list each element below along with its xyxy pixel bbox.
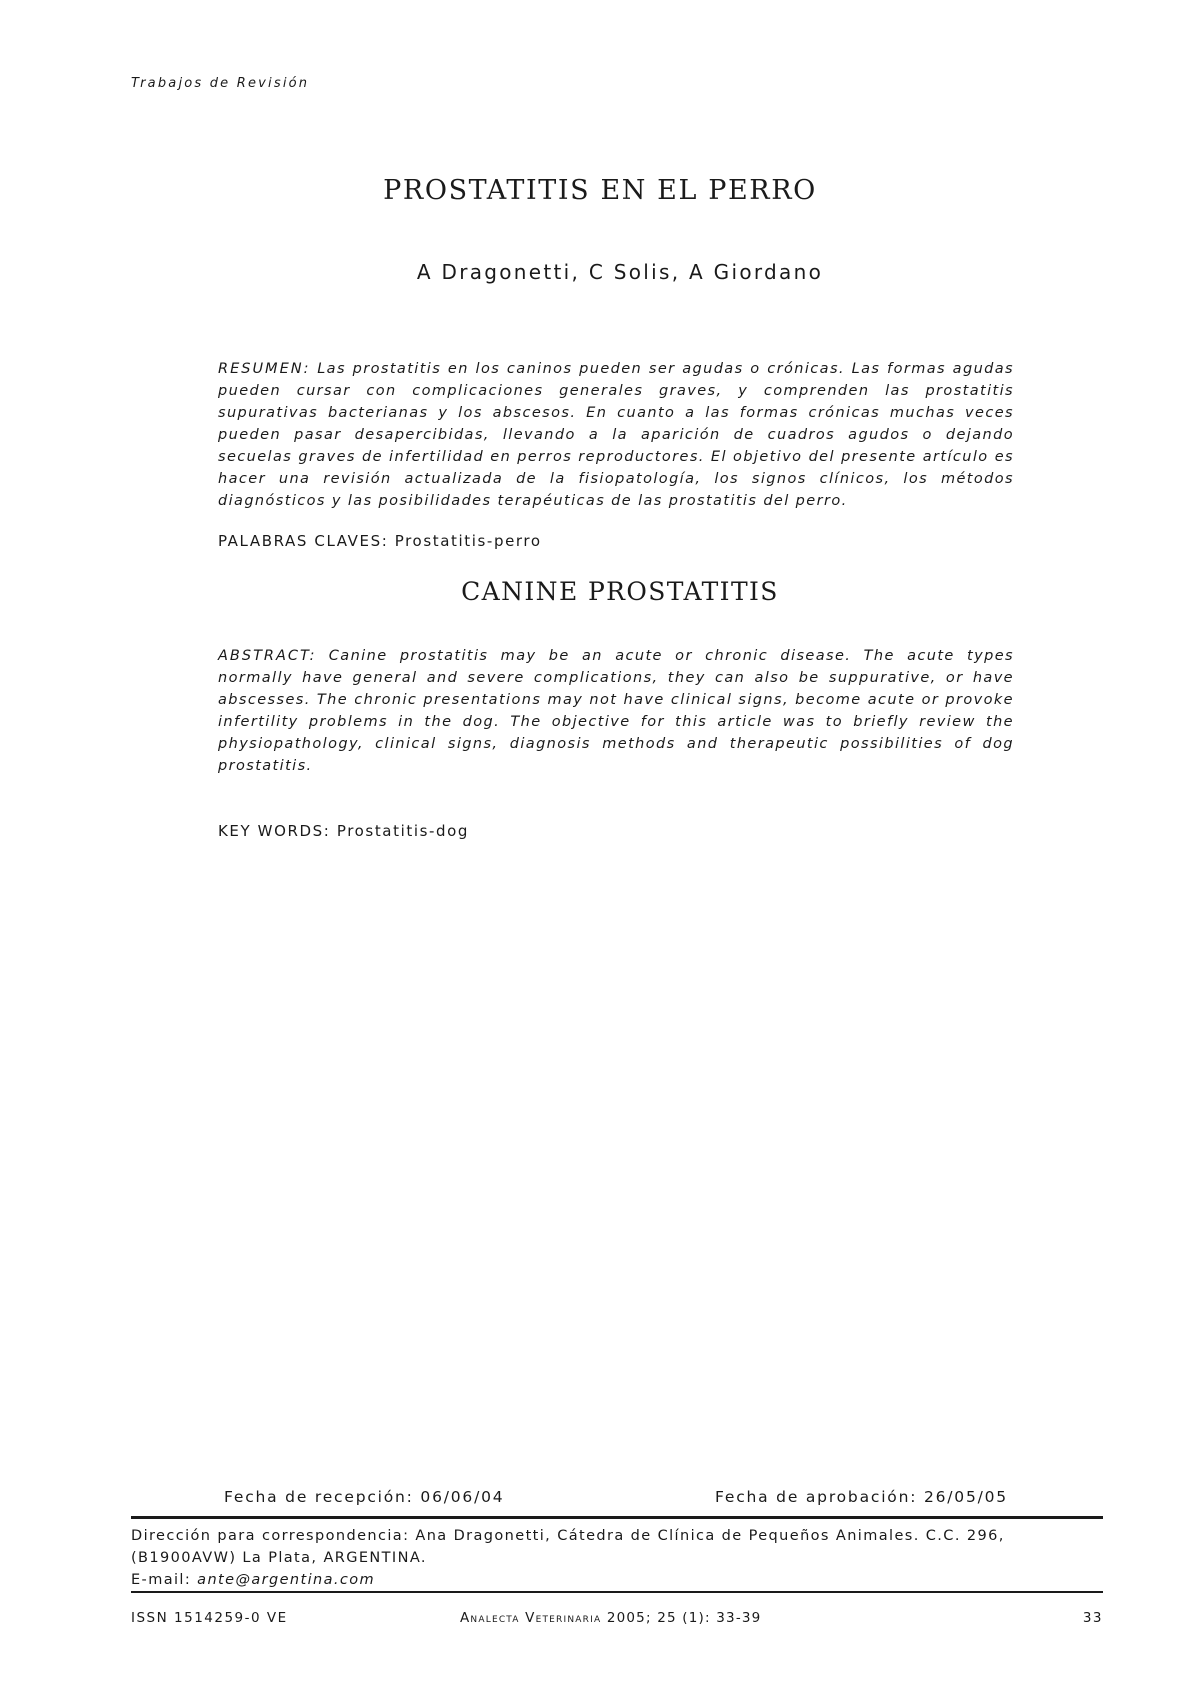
page-number: 33: [1082, 1610, 1103, 1626]
key-words-label: KEY WORDS:: [218, 822, 331, 840]
article-title: PROSTATITIS EN EL PERRO: [383, 175, 817, 206]
key-words: [218, 822, 469, 840]
footer-journal: Analecta Veterinaria 2005; 25 (1): 33-39: [460, 1610, 762, 1626]
section-label: Trabajos de Revisión: [131, 76, 310, 91]
palabras-claves-label: PALABRAS CLAVES:: [218, 532, 389, 550]
resumen-paragraph: [218, 358, 1014, 512]
divider-bottom: [131, 1591, 1103, 1593]
abstract-paragraph: [218, 645, 1014, 777]
english-title: CANINE PROSTATITIS: [461, 577, 779, 606]
date-approved: Fecha de aprobación: 26/05/05: [715, 1488, 1008, 1506]
email-label: E-mail:: [131, 1572, 192, 1588]
date-received: Fecha de recepción: 06/06/04: [224, 1488, 505, 1506]
palabras-claves-value: Prostatitis-perro: [394, 532, 542, 550]
resumen-label: RESUMEN:: [218, 361, 311, 377]
footer-issn: ISSN 1514259-0 VE: [131, 1610, 288, 1626]
resumen-text: Las prostatitis en los caninos pueden ser agudas o crónicas. Las formas agudas pueden cursar con complicaciones generales graves, y comprenden las prostatitis supurativas bacterianas y los abscesos. En cuanto a las formas crónicas muchas veces pueden pasar desapercibidas, llevando a la aparición de cuadros agudos o dejando secuelas graves de infertilidad en perros reproductores. El objetivo del presente artículo es hacer una revisión actualizada de la fisiopatología, los signos clínicos, los métodos diagnósticos y las posibilidades terapéuticas de las prostatitis del perro.: [218, 361, 1015, 509]
correspondence-address: Dirección para correspondencia: Ana Dragonetti, Cátedra de Clínica de Pequeños Animales. C.C. 296, (B1900AVW) La Plata, ARGENTINA.: [131, 1528, 1005, 1566]
divider-top: [131, 1516, 1103, 1519]
correspondence-block: [131, 1525, 1103, 1591]
abstract-label: ABSTRACT:: [218, 648, 317, 664]
correspondence-email: [131, 1569, 1103, 1591]
palabras-claves: [218, 532, 542, 550]
email-value: ante@argentina.com: [197, 1572, 376, 1588]
authors: A Dragonetti, C Solis, A Giordano: [416, 260, 824, 284]
abstract-text: Canine prostatitis may be an acute or chronic disease. The acute types normally have general and severe complications, they can also be suppurative, or have abscesses. The chronic presentations may not have clinical signs, become acute or provoke infertility problems in the dog. The objective for this article was to briefly review the physiopathology, clinical signs, diagnosis methods and therapeutic possibilities of dog prostatitis.: [218, 648, 1014, 774]
key-words-value: Prostatitis-dog: [336, 822, 470, 840]
